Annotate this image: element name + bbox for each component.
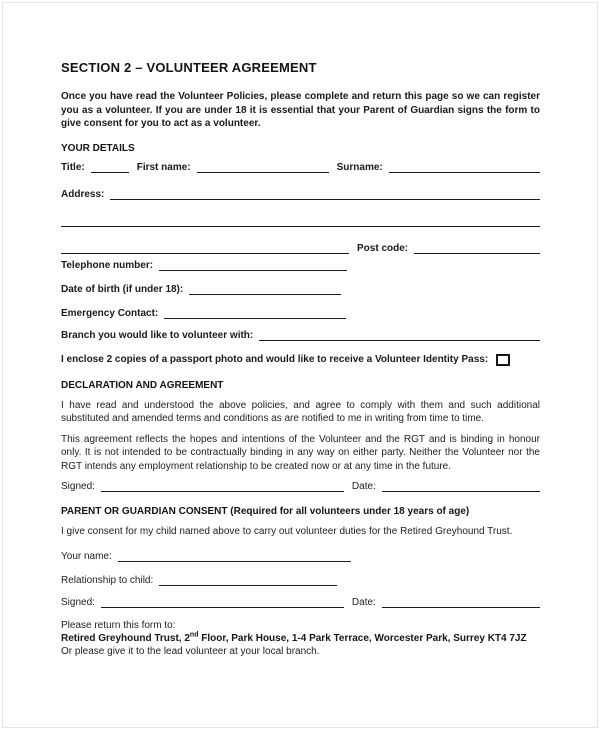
declaration-signed-label: Signed: — [61, 481, 95, 492]
declaration-date-input-line[interactable] — [382, 481, 540, 492]
declaration-heading: DECLARATION AND AGREEMENT — [61, 379, 224, 391]
post-code-input-line[interactable] — [414, 243, 540, 254]
branch-row — [61, 329, 540, 342]
return-instruction: Please return this form to: — [61, 619, 176, 631]
dob-row — [61, 283, 540, 296]
name-row — [61, 161, 540, 174]
telephone-label: Telephone number: — [61, 259, 154, 271]
branch-label: Branch you would like to volunteer with: — [61, 329, 254, 341]
declaration-signed-row — [61, 480, 540, 493]
dob-input-line[interactable] — [189, 284, 341, 295]
return-address — [61, 632, 540, 645]
parent-signed-label: Signed: — [61, 596, 95, 608]
emergency-row — [61, 307, 540, 320]
title-input-line[interactable] — [91, 162, 129, 173]
branch-input-line[interactable] — [259, 330, 540, 341]
parent-consent-heading: PARENT OR GUARDIAN CONSENT (Required for all volunteers under 18 years of age) — [61, 506, 470, 517]
relationship-row — [61, 574, 540, 587]
section-title: SECTION 2 – VOLUNTEER AGREEMENT — [61, 60, 317, 75]
footer-block — [61, 619, 540, 658]
surname-label: Surname: — [336, 161, 383, 173]
parent-signed-row — [61, 596, 540, 609]
return-address-rest: Floor, Park House, 1-4 Park Terrace, Worcester Park, Surrey KT4 7JZ — [198, 632, 527, 644]
postcode-row — [61, 242, 540, 255]
post-code-label: Post code: — [357, 242, 409, 254]
first-name-input-line[interactable] — [197, 162, 329, 173]
address-row — [61, 188, 540, 201]
return-address-prefix: Retired Greyhound Trust, 2 — [61, 632, 190, 644]
address-input-line-3[interactable] — [61, 243, 349, 254]
parent-signed-input-line[interactable] — [101, 597, 344, 608]
address-label: Address: — [61, 188, 105, 200]
your-name-row — [61, 550, 540, 563]
telephone-row — [61, 259, 540, 272]
form-content — [61, 60, 540, 658]
declaration-signed-input-line[interactable] — [101, 481, 344, 492]
address-row-2 — [61, 215, 540, 228]
emergency-label: Emergency Contact: — [61, 307, 159, 319]
telephone-input-line[interactable] — [159, 260, 347, 271]
address-input-line-1[interactable] — [110, 189, 540, 200]
ordinal-suffix: nd — [189, 631, 199, 639]
identity-pass-checkbox[interactable] — [496, 354, 510, 366]
emergency-input-line[interactable] — [164, 308, 346, 319]
your-name-label: Your name: — [61, 550, 112, 562]
declaration-date-label: Date: — [351, 481, 376, 492]
address-input-line-2[interactable] — [61, 216, 540, 227]
parent-date-input-line[interactable] — [382, 597, 540, 608]
title-label: Title: — [61, 161, 85, 173]
first-name-label: First name: — [136, 161, 191, 173]
dob-label: Date of birth (if under 18): — [61, 283, 184, 295]
parent-consent-paragraph: I give consent for my child named above to carry out volunteer duties for the Retired Greyhound Trust. — [61, 526, 513, 537]
declaration-paragraph-2: This agreement reflects the hopes and intentions of the Volunteer and the RGT and is binding in honour only. It is not intended to be contractually binding in any way on either party. Neither the Volunteer nor the RGT intends any employment relationship to be created now or at any time in the future. — [61, 433, 540, 472]
alternative-instruction: Or please give it to the lead volunteer at your local branch. — [61, 645, 320, 657]
your-name-input-line[interactable] — [118, 551, 351, 562]
your-details-heading: YOUR DETAILS — [61, 142, 135, 154]
intro-paragraph: Once you have read the Volunteer Policies, please complete and return this page so we can register you as a volunteer. If you are under 18 it is essential that your Parent of Guardian signs the form to give consent for you to act as a volunteer. — [61, 91, 540, 129]
passport-label: I enclose 2 copies of a passport photo and would like to receive a Volunteer Identity Pass: — [61, 354, 489, 365]
surname-input-line[interactable] — [389, 162, 540, 173]
parent-date-label: Date: — [351, 596, 376, 608]
passport-row — [61, 353, 540, 367]
relationship-input-line[interactable] — [159, 575, 337, 586]
relationship-label: Relationship to child: — [61, 574, 154, 586]
declaration-paragraph-1: I have read and understood the above policies, and agree to comply with them and such additional substituted and amended terms and conditions as are notified to me in writing from time to time. — [61, 399, 540, 424]
